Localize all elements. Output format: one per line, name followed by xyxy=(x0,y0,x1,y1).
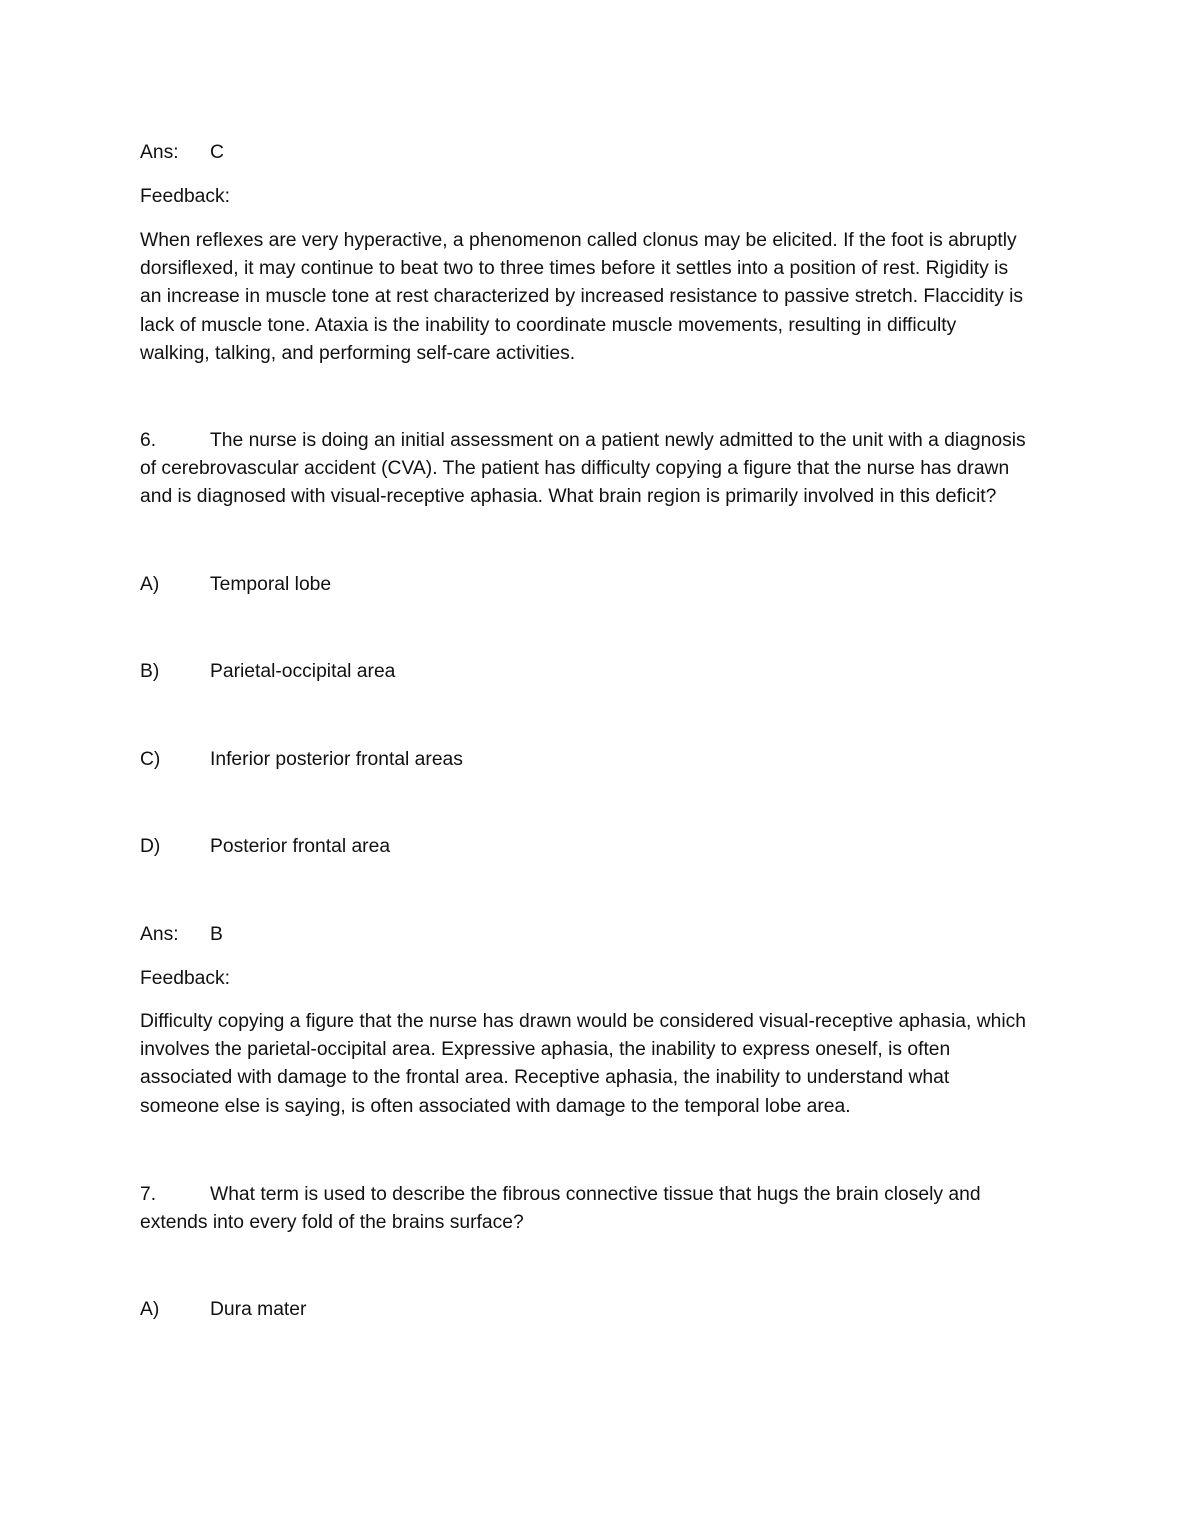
question-stem-line xyxy=(140,1181,1060,1209)
question-stem-line: of cerebrovascular accident (CVA). The patient has difficulty copying a figure that the nurse has drawn xyxy=(140,458,1010,480)
feedback-line: someone else is saying, is often associated with damage to the temporal lobe area. xyxy=(140,1095,851,1117)
question-stem-line: and is diagnosed with visual-receptive aphasia. What brain region is primarily involved in this deficit? xyxy=(140,486,997,508)
option-text: Temporal lobe xyxy=(210,574,332,595)
option-text: Parietal-occipital area xyxy=(210,661,396,682)
question-number: 7. xyxy=(140,1184,157,1205)
option-text: Posterior frontal area xyxy=(210,836,391,857)
feedback-line: dorsiflexed, it may continue to beat two to three times before it settles into a position of rest. Rigidity is xyxy=(140,258,1009,280)
option-text: Inferior posterior frontal areas xyxy=(210,749,463,770)
question-stem-text: What term is used to describe the fibrous connective tissue that hugs the brain closely and xyxy=(210,1184,981,1205)
feedback-line: an increase in muscle tone at rest characterized by increased resistance to passive stretch. Flaccidity is xyxy=(140,286,1024,308)
question-stem-line xyxy=(140,427,1060,455)
question-number: 6. xyxy=(140,430,157,451)
option-letter: A) xyxy=(140,574,160,595)
answer-value: C xyxy=(210,142,224,163)
feedback-paragraph xyxy=(140,1008,1060,1121)
feedback-paragraph xyxy=(140,227,1060,368)
option-letter: D) xyxy=(140,836,161,857)
option-text: Dura mater xyxy=(210,1299,307,1320)
option-letter: B) xyxy=(140,661,160,682)
feedback-line: lack of muscle tone. Ataxia is the inability to coordinate muscle movements, resulting in difficulty xyxy=(140,314,957,336)
question-stem-text: The nurse is doing an initial assessment on a patient newly admitted to the unit with a diagnosis xyxy=(210,430,1026,451)
question-stem xyxy=(140,1181,1060,1237)
feedback-line: Difficulty copying a figure that the nurse has drawn would be considered visual-receptive aphasia, which xyxy=(140,1011,1027,1032)
question-stem-line: extends into every fold of the brains surface? xyxy=(140,1212,524,1234)
answer-value: B xyxy=(210,924,223,945)
option-letter: C) xyxy=(140,749,161,770)
feedback-line: walking, talking, and performing self-care activities. xyxy=(140,342,576,364)
feedback-line: involves the parietal-occipital area. Expressive aphasia, the inability to express oneself, is often xyxy=(140,1039,951,1061)
feedback-label: Feedback: xyxy=(140,186,231,207)
question-stem xyxy=(140,427,1060,512)
answer-label: Ans: xyxy=(140,142,179,163)
option-letter: A) xyxy=(140,1299,160,1320)
feedback-line: associated with damage to the frontal area. Receptive aphasia, the inability to understand what xyxy=(140,1067,950,1089)
feedback-line: When reflexes are very hyperactive, a phenomenon called clonus may be elicited. If the foot is abruptly xyxy=(140,230,1017,251)
answer-label: Ans: xyxy=(140,924,179,945)
feedback-label: Feedback: xyxy=(140,968,231,989)
